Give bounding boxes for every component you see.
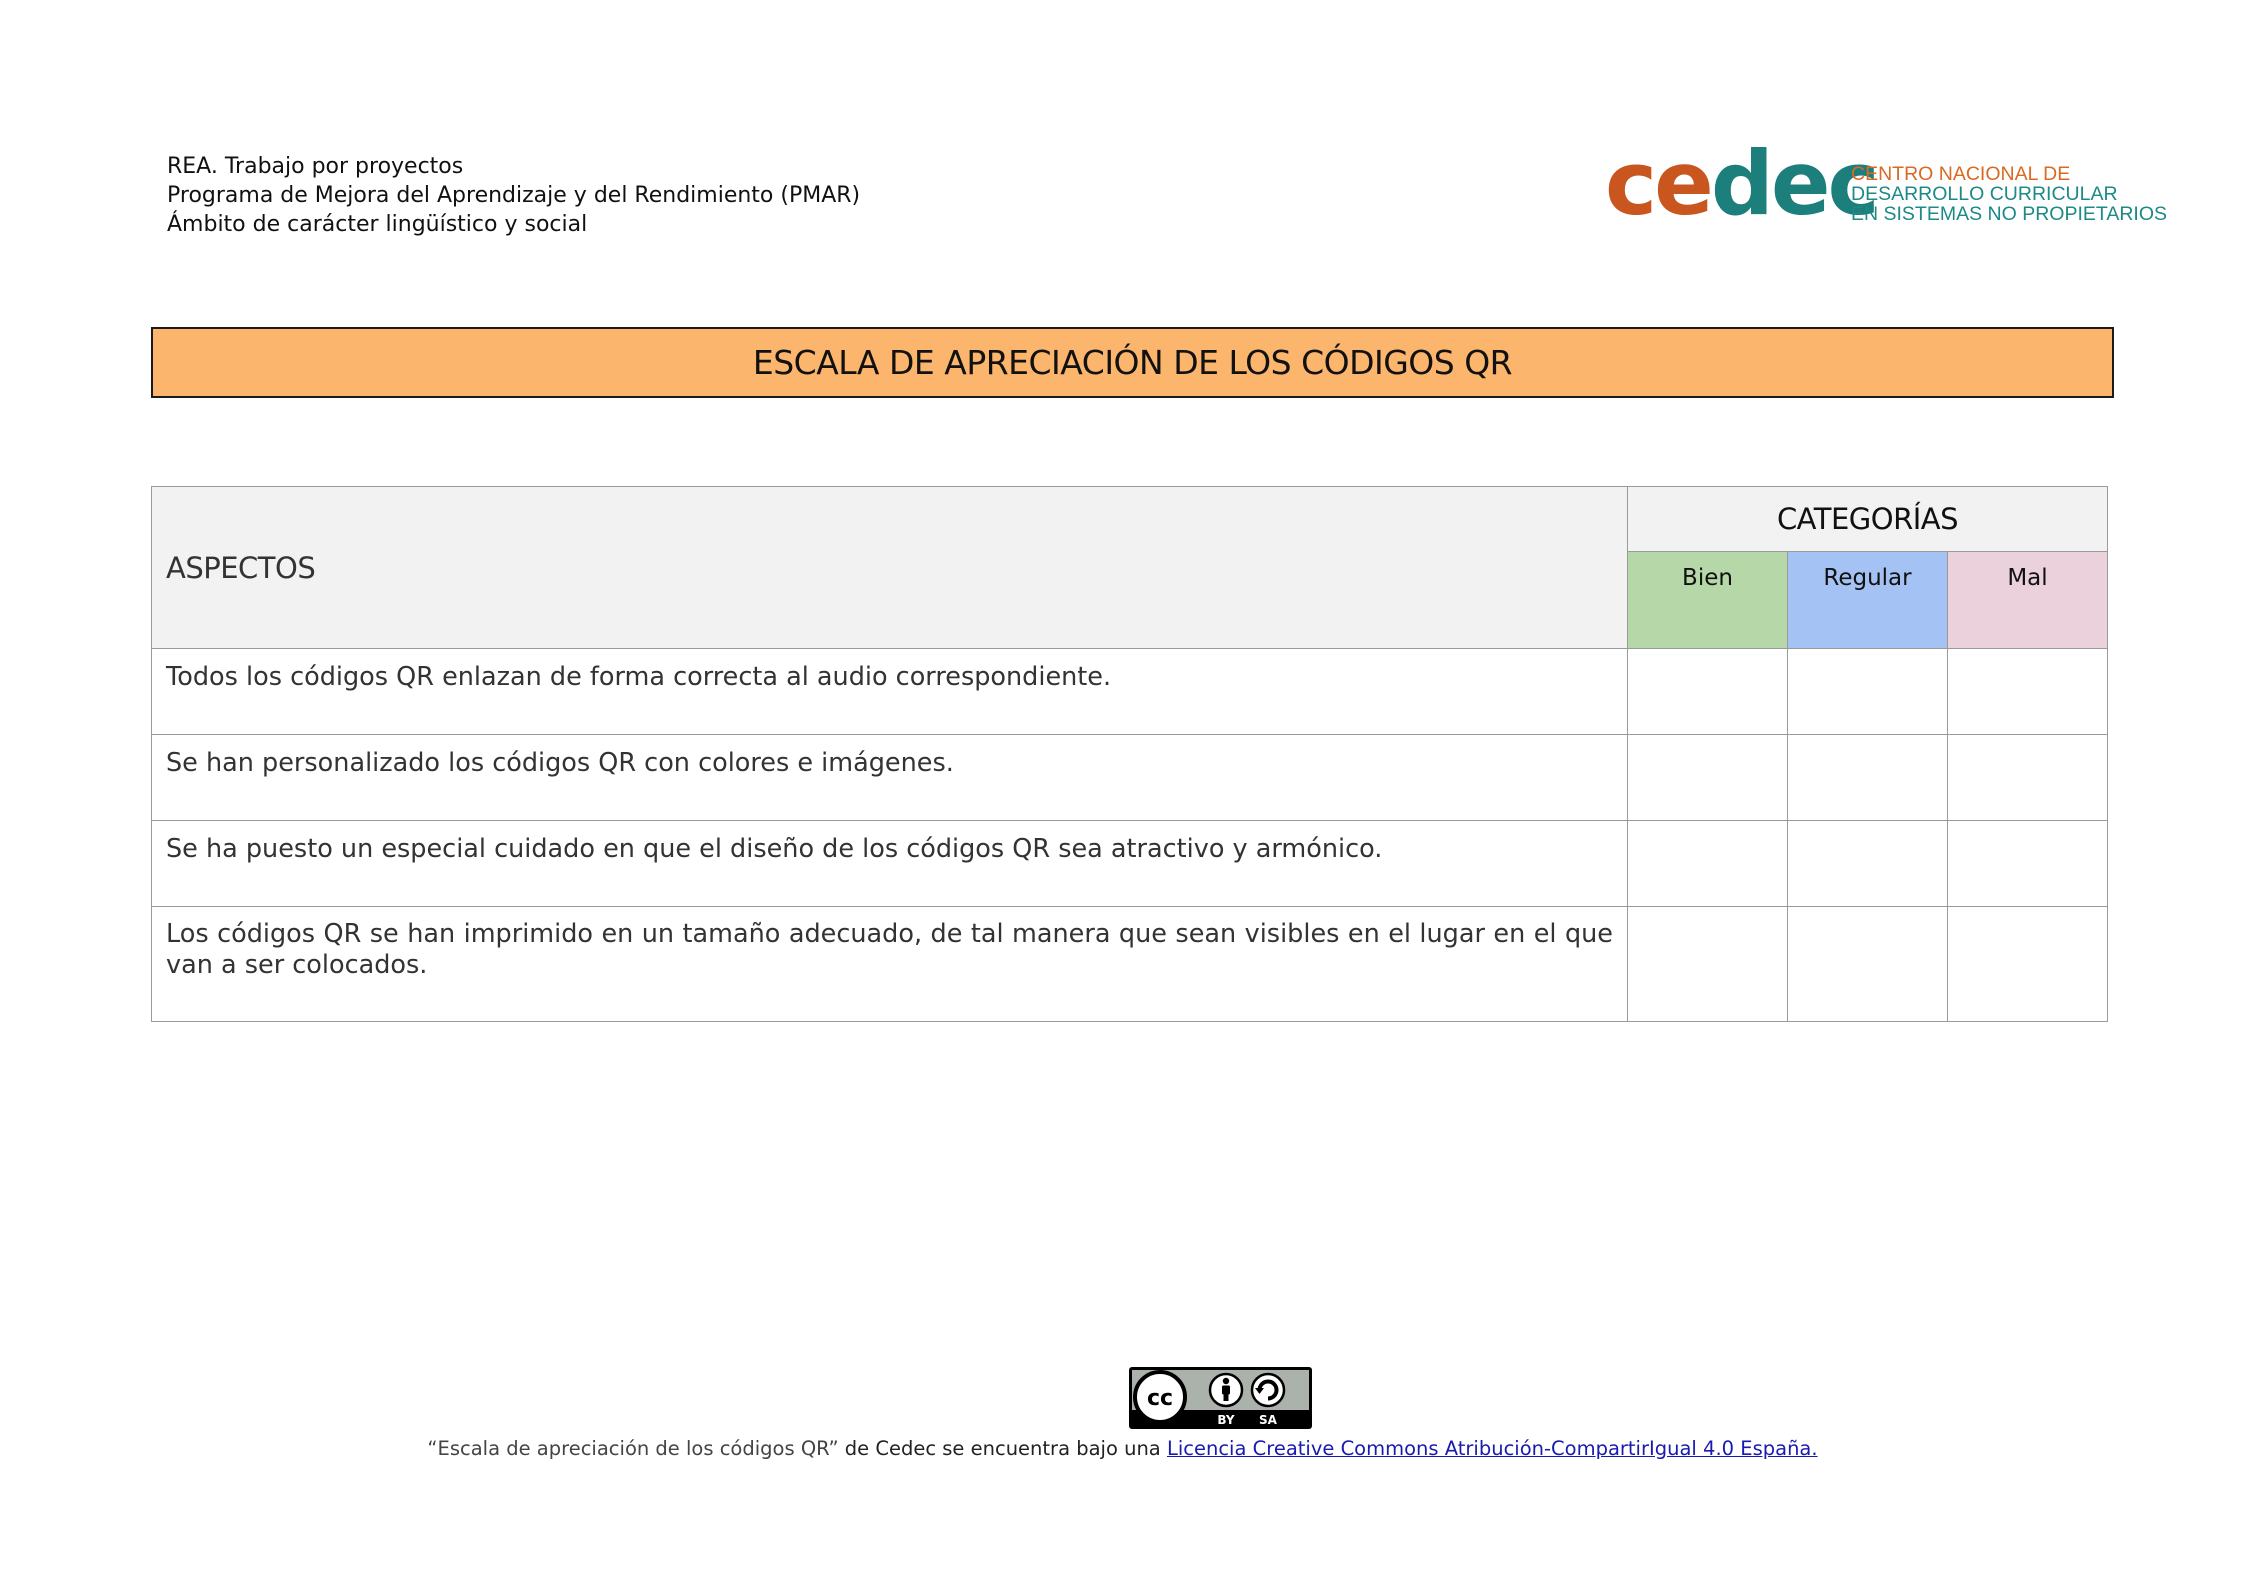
- rating-cell-regular[interactable]: [1788, 649, 1948, 735]
- categories-header: CATEGORÍAS: [1628, 487, 2108, 552]
- cedec-logo-wordmark: cedec: [1605, 132, 1877, 235]
- aspect-text: Todos los códigos QR enlazan de forma correcta al audio correspondiente.: [152, 649, 1628, 735]
- cc-by-sa-badge[interactable]: [1128, 1366, 1313, 1430]
- header-line-scope: Ámbito de carácter lingüístico y social: [167, 212, 588, 237]
- rubric-table: [151, 486, 2108, 1022]
- table-row: [152, 821, 2108, 907]
- cedec-logo-tagline: CENTRO NACIONAL DE DESARROLLO CURRICULAR EN SISTEMAS NO PROPIETARIOS: [1851, 163, 2168, 225]
- header-line-project: REA. Trabajo por proyectos: [167, 154, 464, 179]
- by-attribution-icon: [1210, 1374, 1242, 1406]
- rating-cell-bien[interactable]: [1628, 735, 1788, 821]
- aspect-text: Se han personalizado los códigos QR con colores e imágenes.: [152, 735, 1628, 821]
- table-row: [152, 735, 2108, 821]
- rating-cell-bien[interactable]: [1628, 907, 1788, 1022]
- badge-by-label: BY: [1217, 1413, 1235, 1427]
- page-title: ESCALA DE APRECIACIÓN DE LOS CÓDIGOS QR: [151, 327, 2114, 398]
- rating-cell-regular[interactable]: [1788, 821, 1948, 907]
- rating-cell-bien[interactable]: [1628, 649, 1788, 735]
- rating-cell-regular[interactable]: [1788, 735, 1948, 821]
- footer-work-title: “Escala de apreciación de los códigos QR”: [427, 1437, 839, 1460]
- header-line-program: Programa de Mejora del Aprendizaje y del Rendimiento (PMAR): [167, 183, 861, 208]
- aspects-header: ASPECTOS: [152, 487, 1628, 649]
- rating-cell-mal[interactable]: [1948, 907, 2108, 1022]
- document-header: [167, 152, 860, 239]
- table-row: [152, 907, 2108, 1022]
- rating-cell-mal[interactable]: [1948, 649, 2108, 735]
- category-regular-header: Regular: [1788, 552, 1948, 649]
- license-footer: [0, 1436, 2245, 1462]
- badge-sa-label: SA: [1259, 1413, 1277, 1427]
- footer-middle-text: de Cedec se encuentra bajo una: [838, 1437, 1167, 1460]
- rating-cell-regular[interactable]: [1788, 907, 1948, 1022]
- svg-text:cc: cc: [1146, 1386, 1174, 1411]
- aspect-text: Los códigos QR se han imprimido en un tamaño adecuado, de tal manera que sean visibles en el lugar en el que van a ser colocados.: [152, 907, 1628, 1022]
- aspect-text: Se ha puesto un especial cuidado en que el diseño de los códigos QR sea atractivo y armónico.: [152, 821, 1628, 907]
- rating-cell-mal[interactable]: [1948, 821, 2108, 907]
- rating-cell-bien[interactable]: [1628, 821, 1788, 907]
- category-bien-header: Bien: [1628, 552, 1788, 649]
- category-mal-header: Mal: [1948, 552, 2108, 649]
- sa-sharealike-icon: [1252, 1374, 1284, 1406]
- cedec-logo: [1605, 132, 2168, 235]
- license-link[interactable]: Licencia Creative Commons Atribución-CompartirIgual 4.0 España.: [1166, 1437, 1818, 1460]
- table-row: [152, 649, 2108, 735]
- rating-cell-mal[interactable]: [1948, 735, 2108, 821]
- cc-license-icon: [1128, 1366, 1313, 1430]
